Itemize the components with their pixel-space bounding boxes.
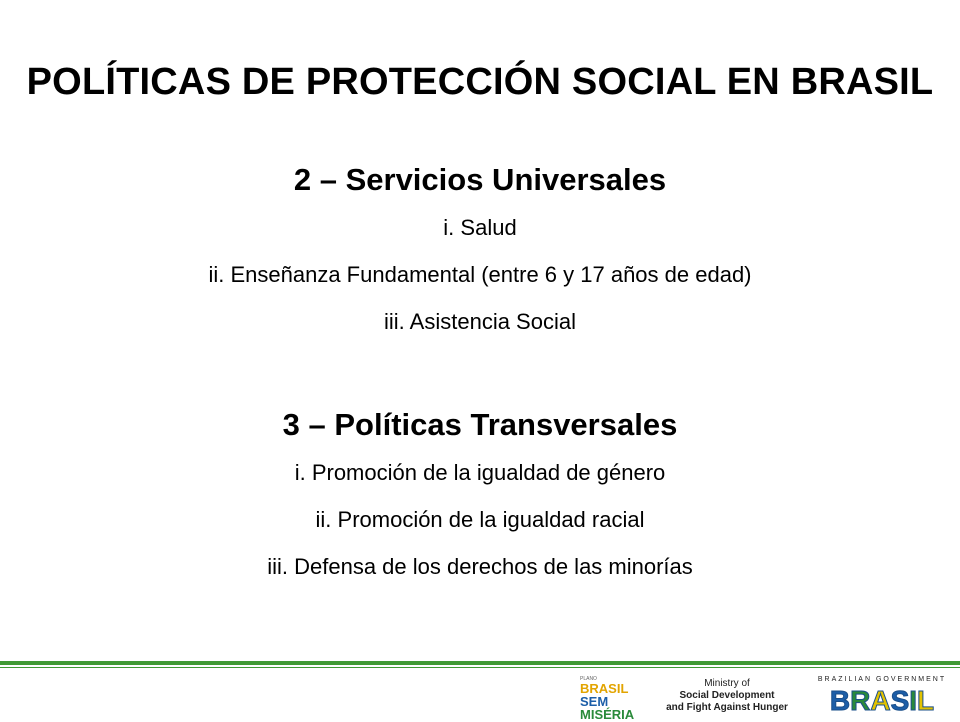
list-item: ii. Promoción de la igualdad racial [315, 507, 645, 532]
footer-divider-thin [0, 667, 960, 668]
bsm-line-3: MISÉRIA [580, 707, 635, 722]
list-item: ii. Enseñanza Fundamental (entre 6 y 17 años de edad) [208, 262, 752, 287]
footer-divider [0, 661, 960, 665]
ministry-line-2: Social Development [679, 690, 775, 701]
brasil-wordmark [806, 686, 958, 716]
brasil-letter: I [909, 685, 918, 716]
bsm-line-1: BRASIL [580, 681, 629, 696]
ministry-logo [652, 678, 802, 718]
footer-logos [570, 674, 960, 720]
section-heading: 2 – Servicios Universales [293, 162, 667, 197]
brasil-letter: A [870, 685, 891, 716]
list-item: iii. Defensa de los derechos de las minorías [267, 554, 693, 579]
brasil-letter: B [829, 685, 851, 716]
brasil-letter: R [850, 685, 871, 716]
section-politicas-transversales [0, 405, 960, 602]
list-item: i. Salud [443, 215, 517, 240]
brazilian-government-logo [806, 676, 958, 720]
section-heading: 3 – Políticas Transversales [282, 407, 678, 442]
list-item: i. Promoción de la igualdad de género [294, 460, 666, 485]
brasil-letter: L [917, 685, 935, 716]
brasil-letter: S [890, 685, 910, 716]
government-caption: BRAZILIAN GOVERNMENT [817, 676, 947, 683]
brasil-sem-miseria-logo [580, 676, 650, 720]
slide-title: POLÍTICAS DE PROTECCIÓN SOCIAL EN BRASIL [26, 61, 934, 104]
ministry-line-1: Ministry of [704, 678, 750, 689]
ministry-line-3: and Fight Against Hunger [666, 702, 788, 713]
bsm-small-text: PLANO [580, 676, 597, 682]
section-servicios-universales [0, 160, 960, 357]
list-item: iii. Asistencia Social [384, 309, 576, 334]
bsm-line-2: SEM [580, 694, 609, 709]
